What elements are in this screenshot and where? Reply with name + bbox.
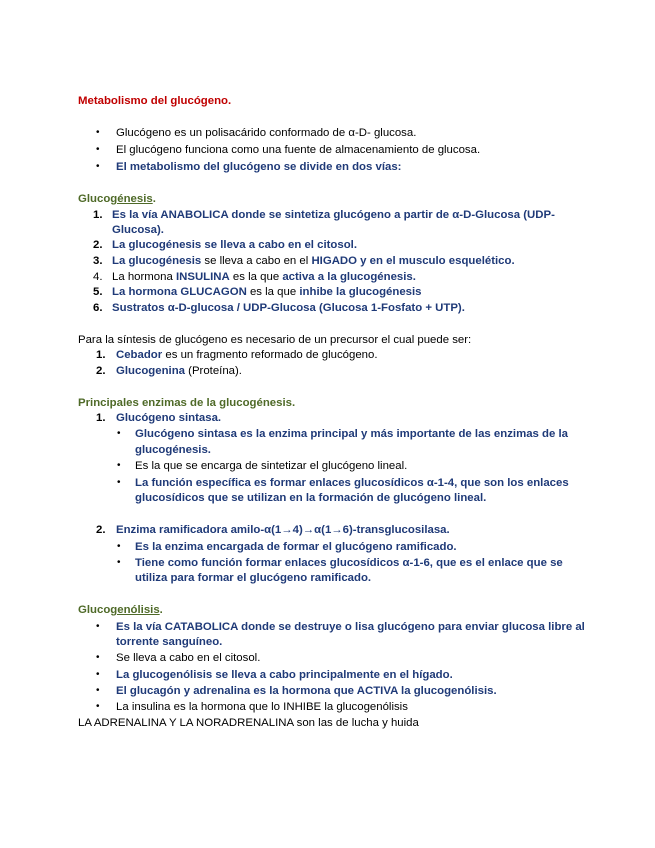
intro-bullet-1: Glucógeno es un polisacárido conformado de α-D- glucosa.: [116, 127, 417, 139]
enzyme-2-bullet-2-line2: utiliza para formar el glucógeno ramificado.: [135, 572, 372, 584]
bullet-icon: •: [117, 460, 121, 471]
glucogenolisis-bullet-1-line1: Es la vía CATABOLICA donde se destruye o lisa glucógeno para enviar glucosa libre al: [116, 621, 585, 633]
bullet-icon: •: [96, 669, 100, 680]
glucogenolisis-bullet-3: La glucogenólisis se lleva a cabo principalmente en el hígado.: [116, 669, 453, 681]
heading-part-underlined: genólisis: [110, 604, 160, 616]
section-heading-glucogenolisis: [78, 603, 163, 617]
list-number: 1.: [96, 412, 106, 424]
precursor-item-1: [116, 348, 378, 362]
enzyme-2-title: Enzima ramificadora amilo-α(1→4)→α(1→6)-transglucosilasa.: [116, 524, 450, 536]
heading-part: .: [159, 604, 163, 616]
glucogenesis-item-5: [112, 285, 422, 299]
bullet-icon: •: [96, 161, 100, 172]
text-plain: (Proteína).: [184, 365, 242, 377]
heading-part: Gluco: [78, 193, 111, 205]
glucogenesis-item-4: [112, 270, 416, 284]
bullet-icon: •: [96, 652, 100, 663]
closing-note: LA ADRENALINA Y LA NORADRENALINA son las de lucha y huida: [78, 717, 419, 729]
glucogenolisis-bullet-4: El glucagón y adrenalina es la hormona que ACTIVA la glucogenólisis.: [116, 685, 497, 697]
list-number: 2.: [96, 365, 106, 377]
text-bold: activa a la glucogénesis.: [282, 271, 416, 283]
text-bold: Glucogenina: [116, 365, 185, 377]
bullet-icon: •: [117, 557, 121, 568]
bullet-icon: •: [117, 477, 121, 488]
glucogenesis-item-3: [112, 254, 515, 268]
list-number: 1.: [96, 349, 106, 361]
heading-part: .: [152, 193, 156, 205]
text-plain: es la que: [246, 286, 300, 298]
precursor-item-2: [116, 364, 242, 378]
enzyme-2-bullet-1: Es la enzima encargada de formar el glucógeno ramificado.: [135, 541, 457, 553]
text-plain: es la que: [229, 271, 283, 283]
enzyme-1-title: Glucógeno sintasa.: [116, 412, 222, 424]
text-bold: HIGADO y en el musculo esquelético.: [311, 255, 515, 267]
list-number: 2.: [93, 239, 103, 251]
glucogenolisis-bullet-1-line2: torrente sanguíneo.: [116, 636, 223, 648]
bullet-icon: •: [117, 541, 121, 552]
bullet-icon: •: [96, 701, 100, 712]
glucogenolisis-bullet-5: La insulina es la hormona que lo INHIBE la glucogenólisis: [116, 701, 408, 713]
glucogenesis-item-1-line1: Es la vía ANABOLICA donde se sintetiza glucógeno a partir de α-D-Glucosa (UDP-: [112, 209, 555, 221]
bullet-icon: •: [96, 621, 100, 632]
text-bold: La hormona GLUCAGON: [112, 286, 247, 298]
page-title: Metabolismo del glucógeno.: [78, 95, 232, 107]
text-bold: Cebador: [116, 349, 163, 361]
text-bold: inhibe la glucogénesis: [299, 286, 422, 298]
bullet-icon: •: [96, 144, 100, 155]
glucogenolisis-bullet-2: Se lleva a cabo en el citosol.: [116, 652, 261, 664]
bullet-icon: •: [96, 685, 100, 696]
enzyme-1-bullet-1-line2: glucogénesis.: [135, 444, 211, 456]
enzyme-1-bullet-3-line2: glucosídicos que se utilizan en la formación de glucógeno lineal.: [135, 492, 487, 504]
list-number: 4.: [93, 271, 103, 283]
list-number: 3.: [93, 255, 103, 267]
list-number: 6.: [93, 302, 103, 314]
text-plain: es un fragmento reformado de glucógeno.: [162, 349, 378, 361]
enzyme-2-bullet-2-line1: Tiene como función formar enlaces glucosídicos α-1-6, que es el enlace que se: [135, 557, 563, 569]
text-bold: La glucogénesis: [112, 255, 202, 267]
list-number: 1.: [93, 209, 103, 221]
text-bold: INSULINA: [175, 271, 230, 283]
precursor-intro: Para la síntesis de glucógeno es necesario de un precursor el cual puede ser:: [78, 334, 472, 346]
section-heading-glucogenesis: [78, 192, 156, 206]
enzyme-1-bullet-3-line1: La función específica es formar enlaces glucosídicos α-1-4, que son los enlaces: [135, 477, 569, 489]
enzyme-1-bullet-1-line1: Glucógeno sintasa es la enzima principal y más importante de las enzimas de la: [135, 428, 568, 440]
bullet-icon: •: [96, 127, 100, 138]
text-plain: La hormona: [112, 271, 176, 283]
glucogenesis-item-2: La glucogénesis se lleva a cabo en el citosol.: [112, 239, 357, 251]
heading-part-underlined: génesis: [110, 193, 153, 205]
intro-bullet-2: El glucógeno funciona como una fuente de almacenamiento de glucosa.: [116, 144, 481, 156]
list-number: 2.: [96, 524, 106, 536]
heading-part: Gluco: [78, 604, 111, 616]
glucogenesis-item-1-line2: Glucosa).: [112, 224, 164, 236]
bullet-icon: •: [117, 428, 121, 439]
list-number: 5.: [93, 286, 103, 298]
section-heading-enzymes: Principales enzimas de la glucogénesis.: [78, 397, 296, 409]
text-plain: se lleva a cabo en el: [201, 255, 312, 267]
enzyme-1-bullet-2: Es la que se encarga de sintetizar el glucógeno lineal.: [135, 460, 408, 472]
intro-bullet-3: El metabolismo del glucógeno se divide en dos vías:: [116, 161, 402, 173]
glucogenesis-item-6: Sustratos α-D-glucosa / UDP-Glucosa (Glucosa 1-Fosfato + UTP).: [112, 302, 465, 314]
